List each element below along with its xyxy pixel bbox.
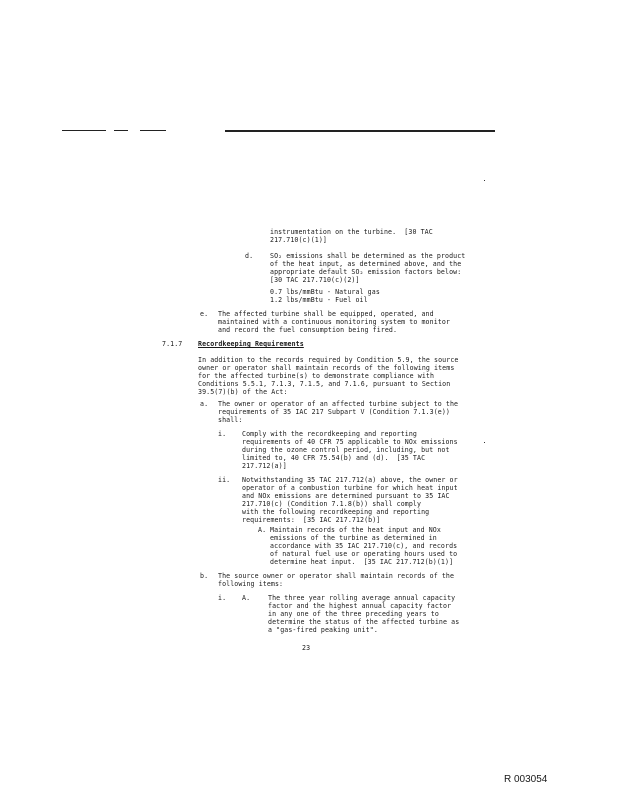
item-b-line: following items: [218, 580, 284, 588]
item-d-line: appropriate default SO₂ emission factors below: [270, 268, 462, 276]
item-a-i-line: during the ozone control period, including, but not [242, 446, 450, 454]
item-a-ii-line: and NOx emissions are determined pursuant to 35 IAC [242, 492, 450, 500]
scan-speck [484, 442, 485, 443]
factor-fuel-oil: 1.2 lbs/mmBtu - Fuel oil [270, 296, 368, 304]
intro-line: Conditions 5.5.1, 7.1.3, 7.1.5, and 7.1.6, pursuant to Section [198, 380, 451, 388]
item-e-line: The affected turbine shall be equipped, operated, and [218, 310, 434, 318]
bates-number: R 003054 [504, 774, 548, 785]
item-a-ii-line: requirements: [35 IAC 217.712(b)] [242, 516, 381, 524]
page-number: 23 [302, 644, 311, 652]
header-rule-main [225, 130, 495, 132]
continuation-line-1: instrumentation on the turbine. [30 TAC [270, 228, 433, 236]
item-a-ii-line: operator of a combustion turbine for which heat input [242, 484, 458, 492]
item-a-ii-A-line: of natural fuel use or operating hours used to [270, 550, 458, 558]
item-a-i-line: requirements of 40 CFR 75 applicable to NOx emissions [242, 438, 458, 446]
item-a-i-line: 217.712(a)] [242, 462, 287, 470]
item-b-i-A-line: The three year rolling average annual capacity [268, 594, 456, 602]
item-a-ii-line: Notwithstanding 35 TAC 217.712(a) above, the owner or [242, 476, 458, 484]
item-b-i-label: i. [218, 594, 227, 602]
item-d-line: SO₂ emissions shall be determined as the product [270, 252, 466, 260]
item-a-line: requirements of 35 IAC 217 Subpart V (Condition 7.1.3(e)) [218, 408, 450, 416]
item-a-ii-A-line: emissions of the turbine as determined in [270, 534, 437, 542]
intro-line: for the affected turbine(s) to demonstrate compliance with [198, 372, 435, 380]
item-b-i-A-label: A. [242, 594, 251, 602]
item-b-i-A-line: in any one of the three preceding years to [268, 610, 439, 618]
item-e-label: e. [200, 310, 209, 318]
item-a-i-label: i. [218, 430, 227, 438]
section-number: 7.1.7 [162, 340, 183, 348]
item-d-label: d. [245, 252, 254, 260]
item-b-i-A-line: determine the status of the affected turbine as [268, 618, 460, 626]
header-rule-left-1 [62, 130, 106, 131]
item-a-ii-A-line: Maintain records of the heat input and NOx [270, 526, 441, 534]
section-title: Recordkeeping Requirements [198, 340, 304, 348]
item-a-label: a. [200, 400, 209, 408]
item-a-line: The owner or operator of an affected turbine subject to the [218, 400, 459, 408]
item-b-i-A-line: factor and the highest annual capacity factor [268, 602, 452, 610]
item-e-line: maintained with a continuous monitoring system to monitor [218, 318, 450, 326]
item-a-ii-A-label: A. [258, 526, 267, 534]
item-b-line: The source owner or operator shall maintain records of the [218, 572, 455, 580]
item-d-line: [30 TAC 217.710(c)(2)] [270, 276, 360, 284]
item-a-ii-A-line: accordance with 35 IAC 217.710(c), and records [270, 542, 458, 550]
factor-natural-gas: 0.7 lbs/mmBtu - Natural gas [270, 288, 380, 296]
item-b-i-A-line: a "gas-fired peaking unit". [268, 626, 378, 634]
header-rule-left-3 [140, 130, 166, 131]
item-a-ii-A-line: determine heat input. [35 IAC 217.712(b)(1)] [270, 558, 454, 566]
continuation-line-2: 217.710(c)(1)] [270, 236, 327, 244]
item-a-ii-line: with the following recordkeeping and reporting [242, 508, 430, 516]
intro-line: 39.5(7)(b) of the Act: [198, 388, 288, 396]
item-a-i-line: Comply with the recordkeeping and reporting [242, 430, 417, 438]
scan-speck [484, 180, 485, 181]
intro-line: owner or operator shall maintain records of the following items [198, 364, 455, 372]
item-a-ii-line: 217.710(c) (Condition 7.1.8(b)) shall comply [242, 500, 422, 508]
item-d-line: of the heat input, as determined above, and the [270, 260, 462, 268]
item-a-ii-label: ii. [218, 476, 231, 484]
item-e-line: and record the fuel consumption being fired. [218, 326, 398, 334]
item-a-line: shall: [218, 416, 243, 424]
intro-line: In addition to the records required by Condition 5.9, the source [198, 356, 459, 364]
item-b-label: b. [200, 572, 209, 580]
header-rule-left-2 [114, 130, 128, 131]
item-a-i-line: limited to, 40 CFR 75.54(b) and (d). [35 TAC [242, 454, 426, 462]
